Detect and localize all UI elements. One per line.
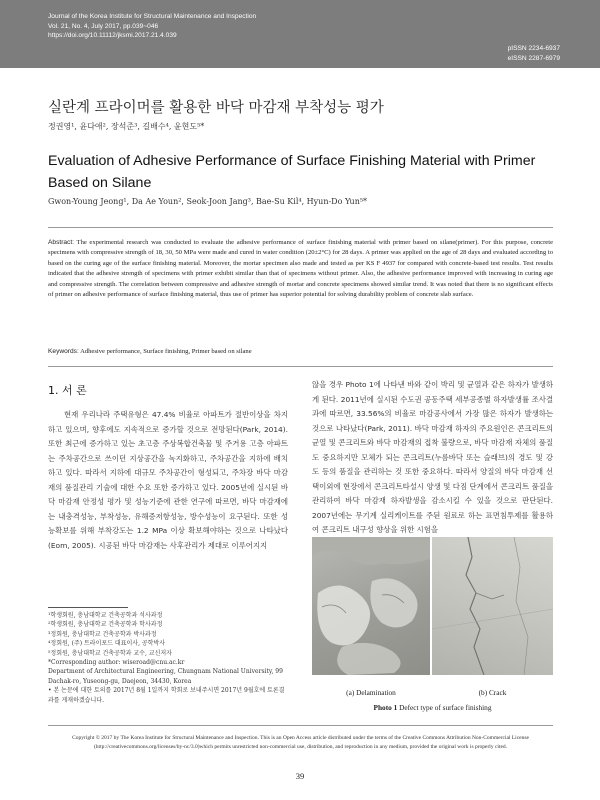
- journal-volume: Vol. 21, No. 4, July 2017, pp.039~046: [48, 22, 159, 30]
- journal-name: Journal of the Korea Institute for Structural Maintenance and Inspection: [48, 13, 257, 20]
- author-affiliation: Department of Architectural Engineering, Chungnam National University, 99 Dachak-ro, Yuseong-gu, Daejeon, 34430, Korea: [48, 668, 283, 685]
- keywords-label: Keywords:: [48, 348, 79, 355]
- eissn: eISSN 2287-6979: [507, 54, 560, 62]
- footnote-1: ¹학생회원, 충남대학교 건축공학과 석사과정: [48, 612, 163, 619]
- photo-caption-a: (a) Delamination: [346, 688, 396, 697]
- pissn: pISSN 2234-6937: [507, 45, 560, 52]
- abstract-bottom-rule: [48, 366, 553, 367]
- footnote-4: ⁴정회원, (주) 트라이포드 대표이사, 공학박사: [48, 640, 166, 648]
- delamination-photo: [312, 537, 430, 675]
- keywords-text: Adhesive performance, Surface finishing, Primer based on silane: [78, 348, 252, 355]
- footnote-5: ⁵정회원, 충남대학교 건축공학과 교수, 교신저자: [48, 649, 172, 657]
- intro-paragraph-right: 않을 경우 Photo 1에 나타낸 바와 같이 박리 및 균열과 같은 하자가 발생하게 된다. 2011년에 실시된 수도권 공동주택 세부공종별 하자발생률 조사결과에 따르면, 33.56%의 비율로 마감공사에서 가장 많은 하자가 발생하는 것으로 나타났다(Park, 2011). 바닥 마감재 하자의 주요원인은 콘크리트의 균열 및 콘크리트와 바닥 마감재의 접착 불량으로, 바닥 마감재 자체의 품질도 중요하지만 모체가 되는 콘크리트(누름바닥 또는 슬래브)의 경도 및 강도 등의 품질을 관리하는 것 또한 중요하다. 따라서 양질의 바닥 마감재 선택이외에 현장에서 콘크리트타설시 양생 및 다짐 단계에서 콘크리트 품질을 관리하여 바닥 마감재 하자발생을 감소시킬 수 있을 것으로 판단된다. 2007년에는 무기계 실리케이트를 주된 원료로 하는 표면침투제를 활용하여 콘크리트 내구성 향상을 위한 시험을: [312, 380, 553, 535]
- delamination-photo-image: [312, 537, 430, 675]
- intro-paragraph-left: 현재 우리나라 주택유형은 47.4% 비율로 아파트가 절반이상을 차지하고 있으며, 향후에도 지속적으로 증가할 것으로 전망된다(Park, 2014). 또한 최근에 증가하고 있는 초고층 주상복합건축물 및 주거용 고층 아파트는 주차공간으로 쓰이던 지상공간을 녹지화하고, 주차공간을 지하에 배치하고 있다. 따라서 지하에 대규모 주차공간이 형성되고, 주차장 바닥 마감재의 품질관리 기술에 대한 수요 또한 증가하고 있다. 2005년에 실시된 바닥 마감재 안정성 평가 및 성능기준에 관한 연구에 따르면, 바닥 마감재에는 내충격성능, 부착성능, 유해증저항성능, 방수성능이 요구된다. 또한 성능확보를 위해 부착강도는 1.2 MPa 이상 확보해야하는 것으로 나타났다(Eom, 2005). 시공된 바닥 마감재는 사후관리가 제대로 이루어지지: [48, 410, 288, 550]
- korean-title: 실란계 프라이머를 활용한 바닥 마감재 부착성능 평가: [48, 100, 384, 116]
- korean-authors: 정권영¹, 윤다애², 장석준³, 길배수⁴, 윤현도⁵*: [48, 122, 205, 131]
- copyright-rule: [48, 725, 553, 726]
- photo-caption-text: Defect type of surface finishing: [397, 703, 492, 712]
- photo-caption-b: (b) Crack: [478, 688, 507, 697]
- issn-block: [508, 44, 560, 63]
- english-title: Evaluation of Adhesive Performance of Surface Finishing Material with Primer Based on Silane: [48, 153, 536, 191]
- journal-header-band: [0, 0, 600, 68]
- corresponding-author: *Corresponding author: wiseroad@cnu.ac.kr: [48, 659, 185, 667]
- left-column-body: [48, 408, 288, 553]
- english-authors: Gwon-Young Jeong¹, Da Ae Youn², Seok-Joon Jang³, Bae-Su Kil⁴, Hyun-Do Yun⁵*: [48, 197, 368, 206]
- journal-doi[interactable]: https://doi.org/10.11112/jksmi.2017.21.4.039: [48, 32, 177, 39]
- abstract-text: The experimental research was conducted to evaluate the adhesive performance of surface finishing material with primer based on silane(primer). For this purpose, concrete specimens with compressive strength of 18, 30, 50 MPa were made and cured in water condition (20±2°C) for 28 days. A primer was applied on the age of 28 days and evaluated according to based on the curing age of the surface finishing material. Moreover, the mortar specimen also made and tested as per KS F 4937 for compared with concrete-based test results. Test results indicated that the adhesive strength of specimens with primer exhibit similar than that of specimens without primer. Also, the adhesive performance improved with increasing in curing age and compressive strength. The correlation between compressive and adhesive strength of mortar and concrete specimens showed similar trend. It was noted that there is no significant effects of primer on adhesive performance of surface finishing material, thus use of primer has superior potential for solving durability problem of concrete slab surface.: [48, 239, 553, 299]
- footnote-3: ³정회원, 충남대학교 건축공학과 박사과정: [48, 630, 157, 638]
- crack-photo: [432, 537, 553, 675]
- footnote-rule: [48, 607, 128, 608]
- photo-1-caption: [312, 703, 553, 712]
- discussion-note: • 본 논문에 대한 토의를 2017년 8월 1일까지 학회로 보내주시면 2017년 9월호에 토론결과를 게재하겠습니다.: [48, 687, 285, 704]
- journal-citation: [48, 12, 256, 41]
- copyright-notice: Copyright © 2017 by The Korea Institute for Structural Maintenance and Inspection. This is an Open Access article distributed under the terms of the Creative Commons Attribution Non-Commercial License (http://creativecommons.org/licenses/by-nc/3.0)which permits unrestricted non-commercial use, distribution, and reproduction in any medium, provided the original work is properly cited.: [72, 735, 529, 751]
- photo-label: Photo 1: [373, 703, 398, 712]
- abstract-label: Abstract:: [48, 239, 75, 246]
- abstract-top-rule: [48, 227, 553, 228]
- abstract: [48, 238, 553, 300]
- section-title-introduction: 1. 서 론: [48, 384, 87, 397]
- right-column-body: [312, 378, 553, 538]
- keywords: [48, 348, 553, 355]
- author-footnotes: [48, 611, 288, 705]
- crack-photo-image: [432, 537, 553, 675]
- page-number: 39: [295, 771, 305, 781]
- footnote-2: ²학생회원, 충남대학교 건축공학과 학사과정: [48, 621, 163, 629]
